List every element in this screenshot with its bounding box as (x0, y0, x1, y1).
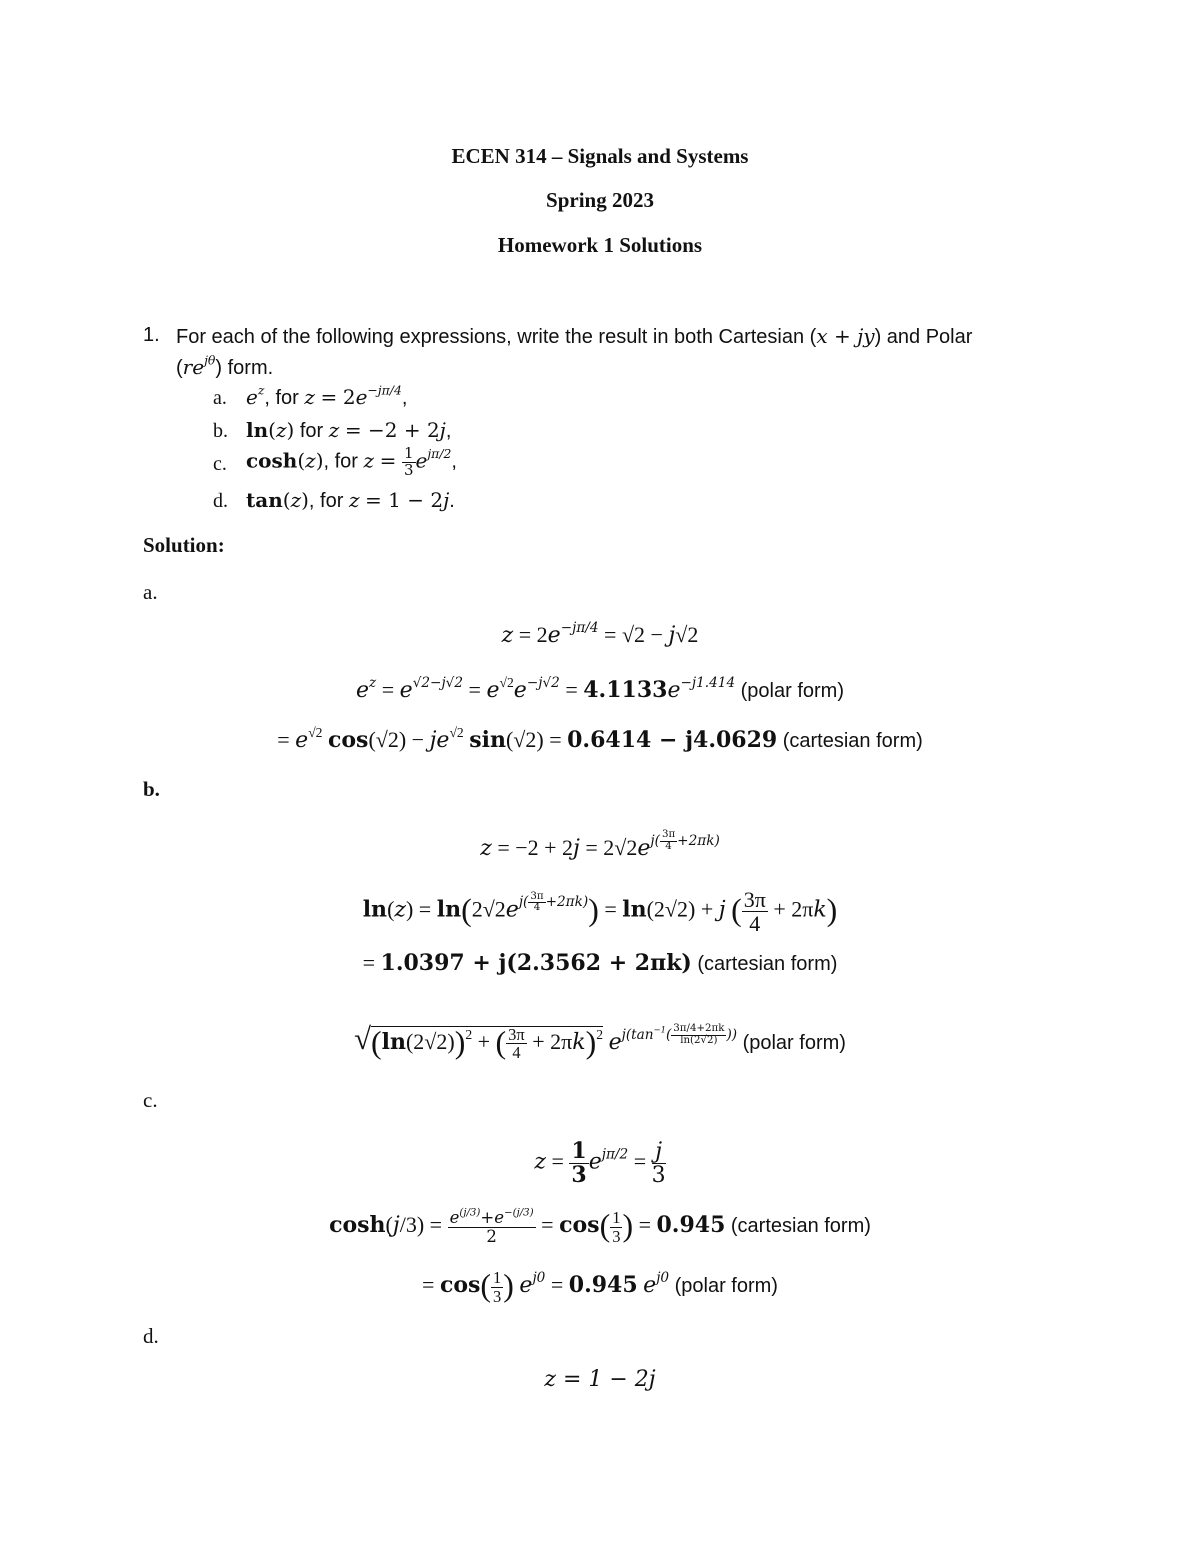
part-b-eq2: $\ln(z) = \ln(2√2e^{j( \frac{3\pi}{4} +2\pi k)}) = \ln(2√2) + j$ ( $\frac{3\pi}{4}$ + 2πk) (362, 887, 838, 937)
part-c-eq3: = cos( $\frac{1}{3}$ ) $e^{j0} = 0.945$ $e^{j0}$ (polar form) (422, 1268, 778, 1306)
part-a-eq1: $z = 2e^{-j\pi/4} = √2 - j√2$ (501, 619, 699, 648)
problem-statement-line1: For each of the following expressions, write the result in both Cartesian (x + jy) and Polar (176, 324, 973, 348)
part-b-eq1: $z = -2 + 2j = 2√2e^{j( \frac{3\pi}{4} +2\pi k)}$ (480, 829, 720, 861)
part-b-eq3: = 1.0397 + j(2.3562 + 2πk) (cartesian form) (362, 950, 838, 976)
item-b-label: b. (213, 420, 228, 442)
item-b-expr: ln(z) for z = −2 + 2j, (246, 418, 452, 442)
part-a-label: a. (143, 580, 158, 604)
course-title: ECEN 314 – Signals and Systems (451, 144, 749, 168)
item-d-expr: tan(z), for z = 1 − 2j. (246, 488, 455, 512)
item-c-expr: cosh(z), for z = $\frac{1}{3}$ $e^{j\pi/2}$, (246, 444, 457, 479)
solution-heading: Solution: (143, 533, 225, 557)
item-c-label: c. (213, 453, 227, 475)
problem-number: 1. (143, 324, 160, 346)
item-d-label: d. (213, 490, 228, 512)
part-d-eq1: z = 1 − 2j (544, 1367, 656, 1392)
document-title: Homework 1 Solutions (497, 233, 703, 257)
part-c-label: c. (143, 1088, 158, 1112)
part-c-eq2: cosh(j/3) = $\frac{e^{(j/3)}+e^{-(j/3)}}{2}$ = cos( $\frac{1}{3}$ ) = 0.945 (cartesian form) (329, 1207, 871, 1246)
part-b-eq4: $√(\ln(2√2))^2$ + ( $\frac{3\pi}{4}$ + 2πk)$^2$ $e^{j(tan^{-1}( \frac{3\pi/4+2\pi k}{\ln(2√2)} ))}$ (polar form) (354, 1022, 846, 1063)
part-a-eq3: = $e^{√2}$ $\cos(√2) - je^{√2}$ sin(√2) = 0.6414 − j4.0629 (cartesian form) (277, 724, 923, 753)
item-a-expr: $e^z$, for $z = 2e^{-j\pi/4}$, (246, 382, 408, 409)
part-a-eq2: $e^z = e^{√2-j√2} = e^{√2}e^{-j√2} = 4.1133e^{-j1.414}$ (polar form) (356, 674, 844, 703)
part-d-label: d. (143, 1324, 159, 1348)
problem-statement-line2: $(re^{j\theta})$ form. (176, 352, 274, 379)
term: Spring 2023 (546, 188, 654, 212)
part-b-label: b. (143, 777, 160, 801)
part-c-eq1: z = $\frac{1}{3}$ $e^{j\pi/2}$ = $\frac{j}{3}$ (534, 1138, 666, 1189)
item-a-label: a. (213, 387, 227, 409)
